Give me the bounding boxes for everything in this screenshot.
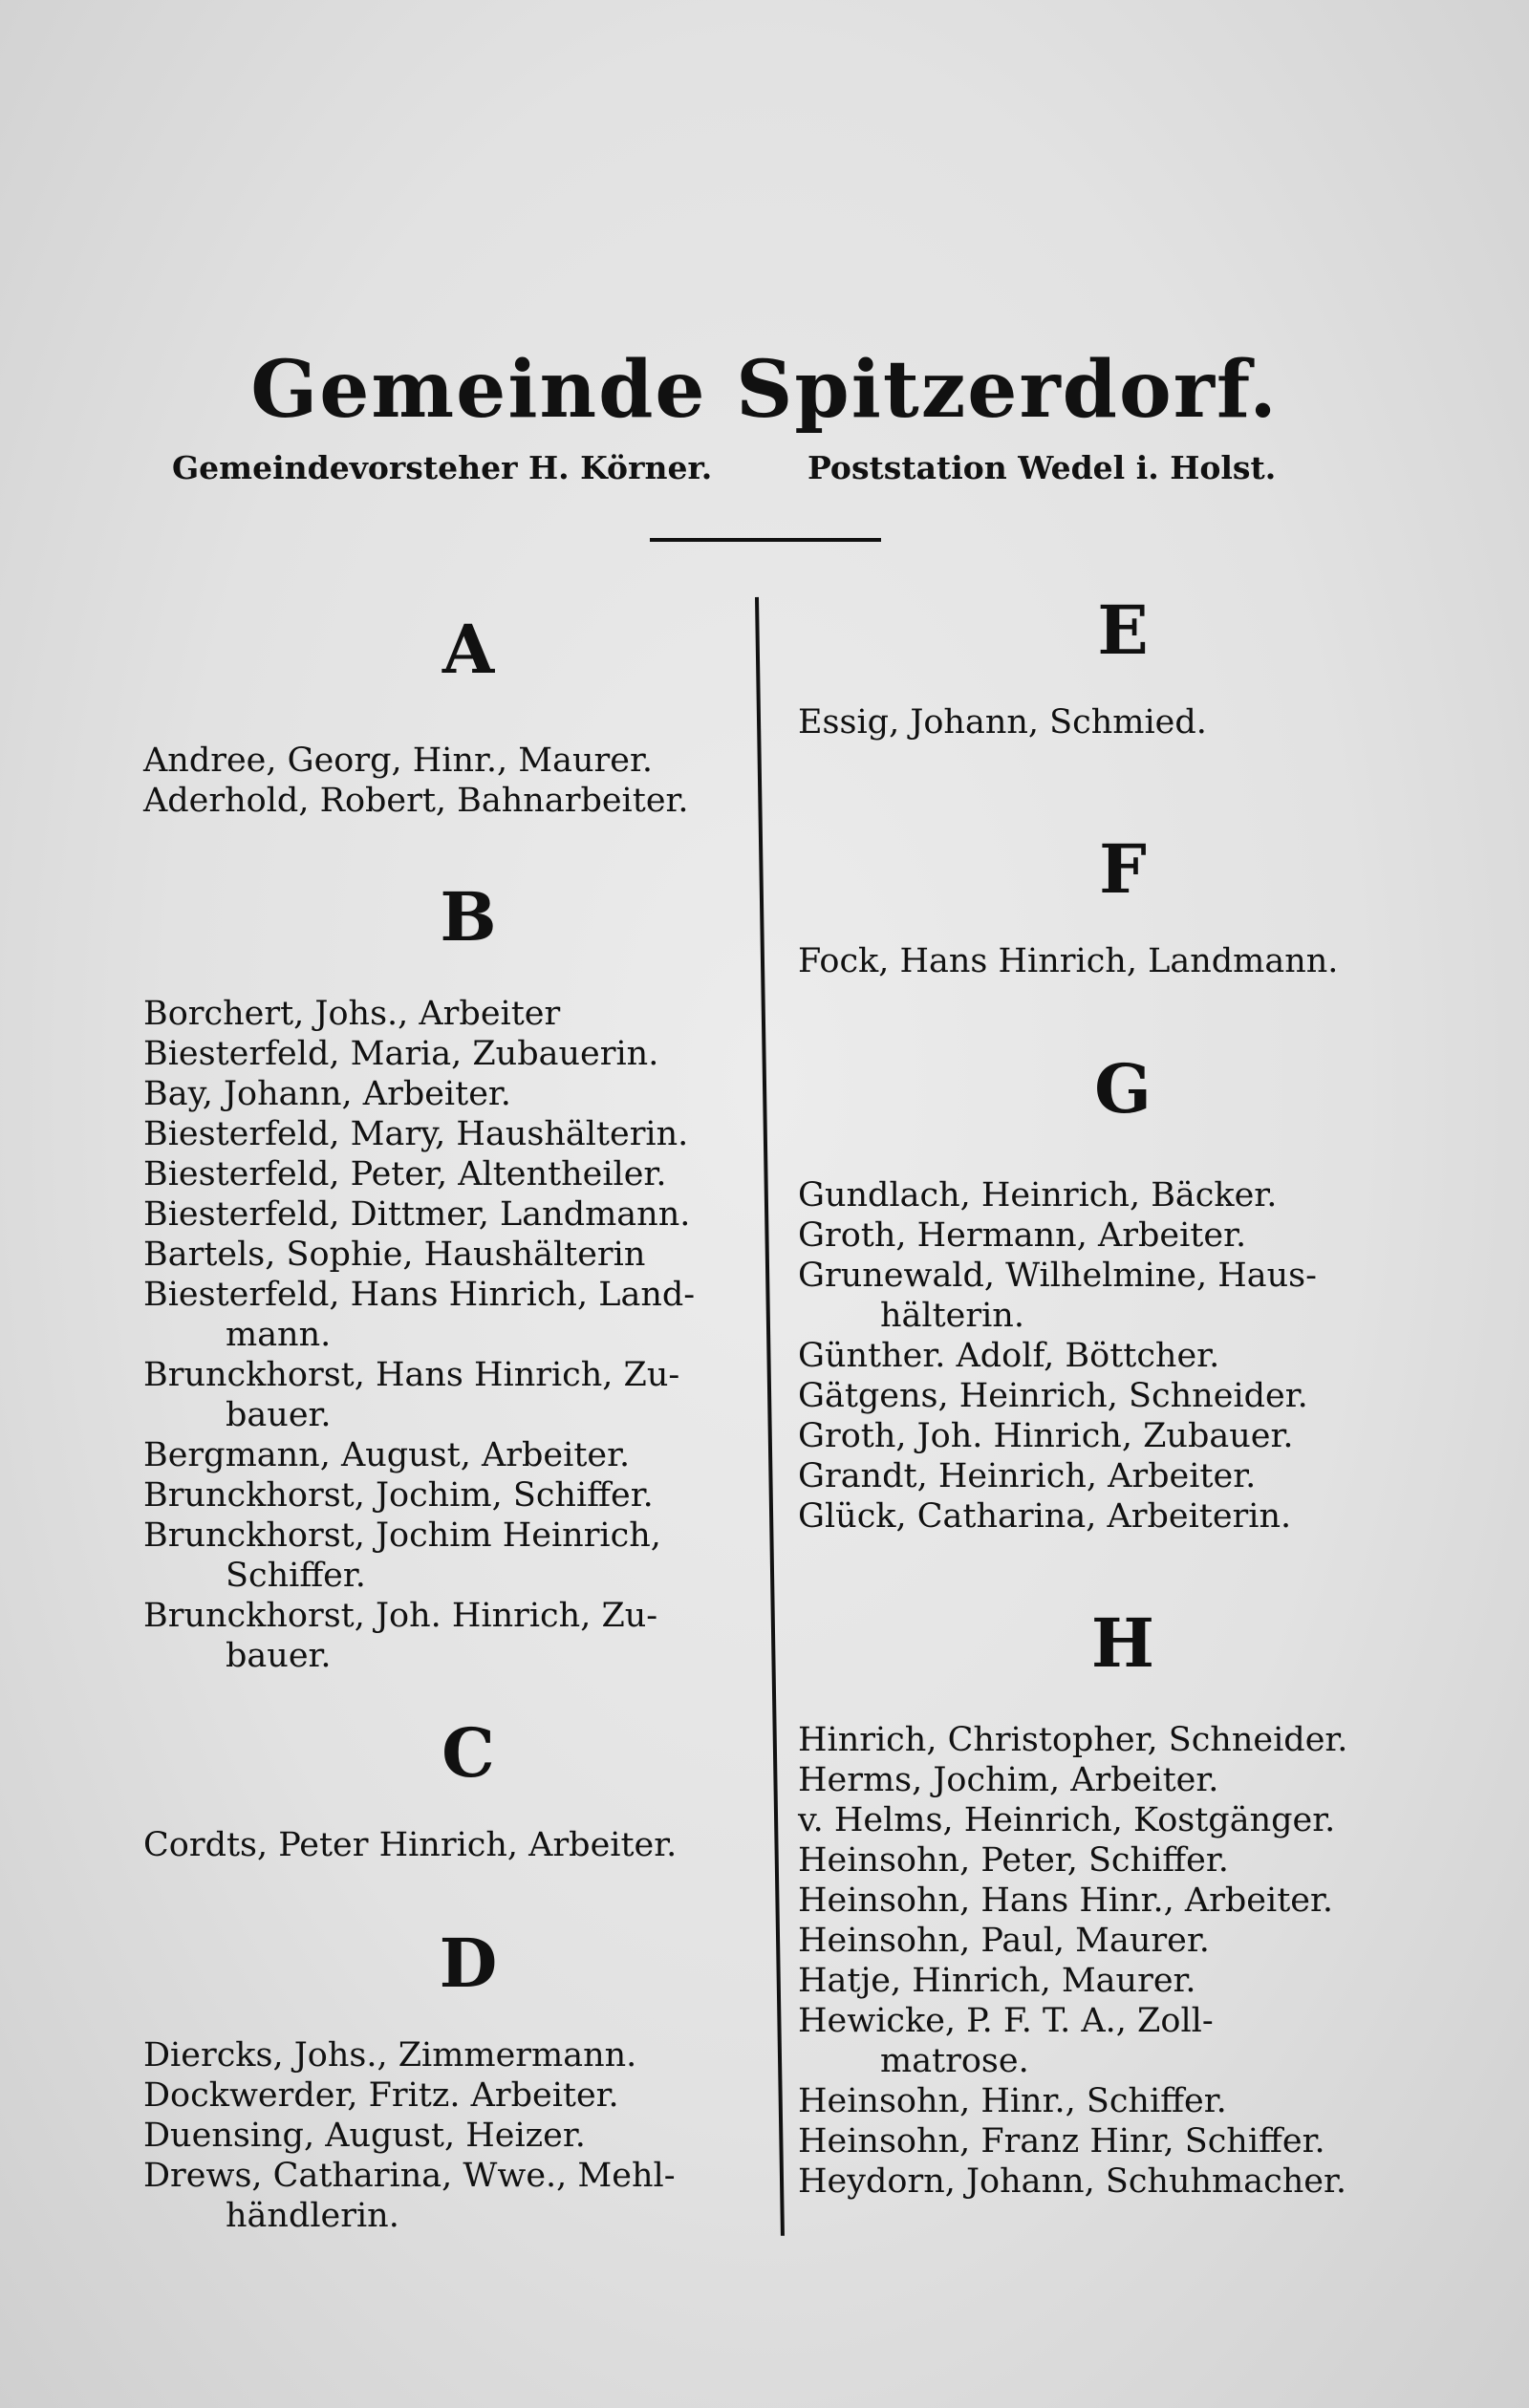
list-item: Brunckhorst, Jochim Heinrich, Schiffer. (143, 1516, 661, 1595)
list-item: Grandt, Heinrich, Arbeiter. (798, 1457, 1257, 1495)
section-letter: B (440, 877, 497, 957)
list-item: Borchert, Johs., Arbeiter (143, 995, 561, 1033)
section-letter: A (441, 610, 495, 689)
list-item: Aderhold, Robert, Bahnarbeiter. (143, 782, 689, 820)
list-item: v. Helms, Heinrich, Kostgänger. (798, 1801, 1336, 1839)
list-item: Heinsohn, Franz Hinr, Schiffer. (798, 2122, 1325, 2161)
list-item: Groth, Hermann, Arbeiter. (798, 1216, 1247, 1255)
list-item: Heinsohn, Hans Hinr., Arbeiter. (798, 1881, 1333, 1920)
list-item: Biesterfeld, Dittmer, Landmann. (143, 1195, 691, 1234)
header-rule (650, 538, 881, 542)
list-item: Heinsohn, Paul, Maurer. (798, 1922, 1210, 1960)
list-item: Andree, Georg, Hinr., Maurer. (143, 742, 653, 780)
section-letter: G (1094, 1049, 1152, 1129)
section-letter: C (441, 1713, 495, 1793)
section-c (143, 1713, 793, 1865)
list-item: Brunckhorst, Jochim, Schiffer. (143, 1476, 654, 1515)
list-item: Herms, Jochim, Arbeiter. (798, 1761, 1219, 1799)
list-item: Duensing, August, Heizer. (143, 2117, 586, 2155)
list-item: Dockwerder, Fritz. Arbeiter. (143, 2076, 619, 2115)
list-item: Hatje, Hinrich, Maurer. (798, 1962, 1196, 2000)
list-item: Grunewald, Wilhelmine, Haus- hälterin. (798, 1257, 1317, 1335)
list-item: Bay, Johann, Arbeiter. (143, 1075, 511, 1113)
section-letter: F (1099, 829, 1147, 909)
list-item: Bartels, Sophie, Haushälterin (143, 1236, 646, 1274)
list-item: Hinrich, Christopher, Schneider. (798, 1721, 1348, 1759)
list-item: Cordts, Peter Hinrich, Arbeiter. (143, 1826, 678, 1864)
list-item: Hewicke, P. F. T. A., Zoll- matrose. (798, 2002, 1214, 2080)
section-letter: H (1090, 1603, 1155, 1683)
section-f (798, 829, 1448, 981)
list-item: Biesterfeld, Maria, Zubauerin. (143, 1035, 659, 1073)
mayor-line: Gemeindevorsteher H. Körner. (172, 449, 713, 486)
list-item: Drews, Catharina, Wwe., Mehl- händlerin. (143, 2157, 676, 2235)
section-g (798, 1049, 1448, 1537)
list-item: Bergmann, August, Arbeiter. (143, 1436, 631, 1474)
section-d (143, 1924, 793, 2236)
list-item: Gätgens, Heinrich, Schneider. (798, 1377, 1308, 1415)
list-item: Biesterfeld, Mary, Haushälterin. (143, 1115, 689, 1153)
page-title: Gemeinde Spitzerdorf. (250, 344, 1279, 436)
section-letter: E (1097, 591, 1149, 670)
list-item: Heinsohn, Hinr., Schiffer. (798, 2082, 1227, 2120)
section-e (798, 591, 1448, 742)
list-item: Gundlach, Heinrich, Bäcker. (798, 1176, 1278, 1215)
list-item: Essig, Johann, Schmied. (798, 703, 1207, 742)
section-a (143, 610, 793, 821)
post-station-line: Poststation Wedel i. Holst. (808, 449, 1277, 486)
list-item: Groth, Joh. Hinrich, Zubauer. (798, 1417, 1294, 1455)
list-item: Brunckhorst, Joh. Hinrich, Zu- bauer. (143, 1597, 658, 1675)
list-item: Brunckhorst, Hans Hinrich, Zu- bauer. (143, 1356, 680, 1434)
list-item: Heinsohn, Peter, Schiffer. (798, 1841, 1229, 1880)
header (0, 344, 1529, 436)
section-h (798, 1603, 1448, 2202)
list-item: Glück, Catharina, Arbeiterin. (798, 1497, 1292, 1536)
list-item: Diercks, Johs., Zimmermann. (143, 2036, 637, 2075)
list-item: Heydorn, Johann, Schuhmacher. (798, 2162, 1346, 2201)
list-item: Biesterfeld, Peter, Altentheiler. (143, 1155, 667, 1193)
list-item: Günther. Adolf, Böttcher. (798, 1337, 1220, 1375)
section-letter: D (439, 1924, 498, 2003)
section-b (143, 877, 793, 1676)
list-item: Fock, Hans Hinrich, Landmann. (798, 942, 1339, 980)
list-item: Biesterfeld, Hans Hinrich, Land- mann. (143, 1276, 696, 1354)
